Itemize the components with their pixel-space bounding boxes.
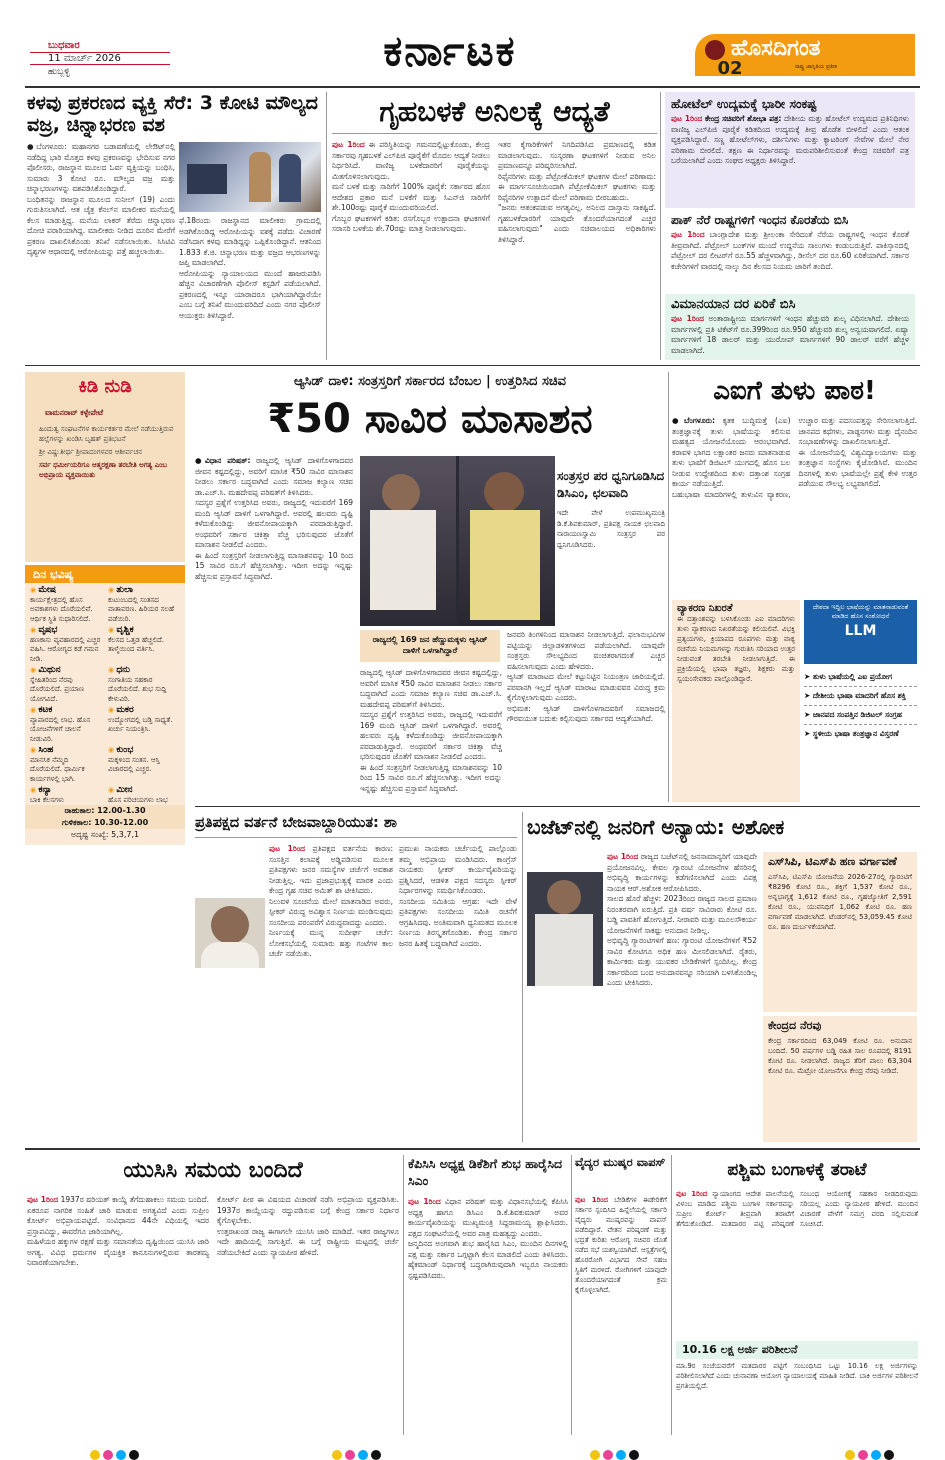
story-lpg-col2: ಇತರ ಕೈಗಾರಿಕೆಗಳಿಗೆ ನಿಗದಿಪಡಿಸಿದ ಪ್ರಮಾಣದಲ್ಲಿ ಕಡಿತ ಮಾಡಲಾಗುವುದು. ಸಂಸ್ಕರಣಾ ಘಟಕಗಳಿಗೆ ನೀಡುವ ಅನಿಲ ಪ್ರಮಾಣವನ್ನೂ ಪರಿಷ್ಕರಿಸಲಾಗಿದೆ. ರಿಫೈನರಿಗಳು ಮತ್ತು ಪೆಟ್ರೋಕೆಮಿಕಲ್ ಘಟಕಗಳ ಮೇಲೆ ಪರಿಣಾಮ: ಈ ಮಾರ್ಗಸೂಚಿಯಿಂದಾಗಿ ಪೆಟ್ರೋಕೆಮಿಕಲ್ ಘಟಕಗಳು ಮತ್ತು ರಿಫೈನರಿಗಳ ಉತ್ಪಾದನೆ ಮೇಲೆ ಪರಿಣಾಮ ಬೀರಬಹುದು. "ಜನರು ಆತಂಕಪಡುವ ಅಗತ್ಯವಿಲ್ಲ. ಅನಿಲದ ದಾಸ್ತಾನು ಸಾಕಷ್ಟಿದೆ. ಗೃಹಬಳಕೆದಾರರಿಗೆ ಯಾವುದೇ ತೊಂದರೆಯಾಗದಂತೆ ಎಚ್ಚರ ವಹಿಸಲಾಗುವುದು" ಎಂದು ಸಚಿವಾಲಯದ ಅಧಿಕಾರಿಗಳು ತಿಳಿಸಿದ್ದಾರೆ. <box>498 140 656 244</box>
tulu-grammar-body: ಈ ದತ್ತಾಂಶವನ್ನು ಬಳಸಿಕೊಂಡು ಎಐ ಮಾದರಿಗಳು ತುಳು ವ್ಯಾಕರಣದ ನಿಖರತೆಯನ್ನು ಕಲಿಯಲಿವೆ. ವಿಭಕ್ತಿ ಪ್ರತ್ಯಯಗಳು, ಕ್ರಿಯಾಪದ ರೂಪಗಳು ಮತ್ತು ವಾಕ್ಯ ರಚನೆಯ ನಿಯಮಗಳನ್ನು ಗುರುತಿಸಿ ಸರಿಯಾದ ಉತ್ತರ ನೀಡುವಂತೆ ತರಬೇತಿ ನೀಡಲಾಗುತ್ತಿದೆ. ಈ ಪ್ರಕ್ರಿಯೆಯಲ್ಲಿ ಭಾಷಾ ತಜ್ಞರು, ಶಿಕ್ಷಕರು ಮತ್ತು ಸ್ವಯಂಸೇವಕರು ಪಾಲ್ಗೊಂಡಿದ್ದಾರೆ. <box>677 615 795 683</box>
tulu-bullets <box>804 668 917 802</box>
tulu-bullet-text: ದೇಶೀಯ ಭಾಷಾ ಮಾದರಿಗೆ ಹೊಸ ಶಕ್ತಿ <box>812 691 906 700</box>
horoscope-sign <box>30 706 102 744</box>
story-budget-body <box>607 852 757 1142</box>
horoscope-sign <box>30 746 102 784</box>
city-label: ಹುಬ್ಬಳ್ಳಿ <box>48 67 70 77</box>
story-theft-photo <box>179 142 321 212</box>
zodiac-icon: ◉ <box>30 706 39 714</box>
story-theft-headline: ಕಳವು ಪ್ರಕರಣದ ವ್ಯಕ್ತಿ ಸೆರೆ: 3 ಕೋಟಿ ಮೌಲ್ಯದ ವಜ್ರ, ಚಿನ್ನಾಭರಣ ವಶ <box>27 92 318 136</box>
horoscope-sign-text: ಉದ್ಯೋಗದಲ್ಲಿ ಬಡ್ತಿ ಸಾಧ್ಯತೆ. ಖರ್ಚು ನಿಯಂತ್ರಿಸಿ. <box>108 715 173 733</box>
story-shah-dateline: ಪುಟ 1ರಿಂದ <box>269 844 306 853</box>
story-flight <box>665 294 915 360</box>
horoscope-sign-name: ಧನು <box>116 665 131 675</box>
story-acid <box>195 372 665 802</box>
horoscope-sign-text: ಕಾರ್ಯಕ್ಷೇತ್ರದಲ್ಲಿ ಹೊಸ ಅವಕಾಶಗಳು ದೊರೆಯಲಿವೆ. ಆರ್ಥಿಕ ಸ್ಥಿತಿ ಸುಧಾರಿಸಲಿದೆ. <box>30 595 93 623</box>
story-doctors-dateline: ಪುಟ 1ರಿಂದ <box>575 1196 608 1204</box>
tulu-bullet-text: ಸ್ಥಳೀಯ ಭಾಷಾ ತಂತ್ರಜ್ಞಾನ ವಿಸ್ತರಣೆ <box>812 729 899 738</box>
horoscope-sign-name: ಮಕರ <box>116 705 134 715</box>
tulu-bullet-text: ತುಳು ಭಾಷೆಯಲ್ಲಿ ಎಐ ಪ್ರಯೋಗ <box>812 672 893 681</box>
arrow-icon: ➤ <box>804 672 813 681</box>
horoscope-grid <box>25 583 185 805</box>
divider-h3 <box>25 1148 920 1150</box>
story-flight-dateline: ಪುಟ 1ರಿಂದ <box>671 314 705 323</box>
story-ucc-col2: ಕೋರ್ಟ್ ಪೀಠ ಈ ವಿಷಯದ ವಿಚಾರಣೆ ನಡೆಸಿ ಅಭಿಪ್ರಾಯ ವ್ಯಕ್ತಪಡಿಸಿತು. 1937ರ ಕಾಯ್ದೆಯನ್ನು ರದ್ದುಪಡಿಸುವ ಬಗ್ಗೆ ಕೇಂದ್ರ ಸರ್ಕಾರ ನಿರ್ಧಾರ ಕೈಗೊಳ್ಳಬೇಕು. ಉತ್ತರಾಖಂಡ ರಾಜ್ಯ ಈಗಾಗಲೇ ಯುಸಿಸಿ ಜಾರಿ ಮಾಡಿದೆ. ಇತರ ರಾಜ್ಯಗಳೂ ಇದೇ ಹಾದಿಯಲ್ಲಿ ಸಾಗುತ್ತಿವೆ. ಈ ಬಗ್ಗೆ ರಾಷ್ಟ್ರೀಯ ಮಟ್ಟದಲ್ಲಿ ಚರ್ಚೆ ನಡೆಯಬೇಕಿದೆ ಎಂದು ನ್ಯಾಯಪೀಠ ಹೇಳಿದೆ. <box>217 1195 399 1257</box>
horoscope-box <box>25 565 185 845</box>
lucky-number: ಅದೃಷ್ಟ ಸಂಖ್ಯೆ: 5,3,7,1 <box>70 830 140 839</box>
story-acid-col2: ಜನವರಿ ತಿಂಗಳಿನಿಂದ ಮಾಸಾಶನ ನೀಡಲಾಗುತ್ತಿದೆ. ಫಲಾನುಭವಿಗಳ ಪಟ್ಟಿಯನ್ನು ಜಿಲ್ಲಾಡಳಿತಗಳಿಂದ ಪಡೆಯಲಾಗಿದೆ. ಯಾವುದೇ ಸಂತ್ರಸ್ತರು ಸೌಲಭ್ಯದಿಂದ ವಂಚಿತರಾಗದಂತೆ ಎಚ್ಚರ ವಹಿಸಲಾಗುವುದು ಎಂದು ಹೇಳಿದರು. ಆ್ಯಸಿಡ್ ಮಾರಾಟದ ಮೇಲೆ ಕಟ್ಟುನಿಟ್ಟಿನ ನಿಯಂತ್ರಣ ಜಾರಿಯಲ್ಲಿದೆ. ಪರವಾನಗಿ ಇಲ್ಲದೆ ಆ್ಯಸಿಡ್ ಮಾರಾಟ ಮಾಡುವವರ ವಿರುದ್ಧ ಕ್ರಮ ಕೈಗೊಳ್ಳಲಾಗುವುದು ಎಂದರು. ಅಭಿಮತ: ಆ್ಯಸಿಡ್ ದಾಳಿಗೊಳಗಾದವರಿಗೆ ಸಮಾಜದಲ್ಲಿ ಗೌರವಯುತ ಬದುಕು ಕಲ್ಪಿಸುವುದು ಸರ್ಕಾರದ ಆದ್ಯತೆಯಾಗಿದೆ. <box>507 630 665 723</box>
story-tulu-body <box>672 416 917 596</box>
story-lpg-dateline: ಪುಟ 1ರಿಂದ <box>332 140 365 149</box>
tulu-bullet <box>804 725 917 743</box>
story-kpcc-headline: ಕೆಪಿಸಿಸಿ ಅಧ್ಯಕ್ಷ ಡಿಕೆಶಿಗೆ ಶುಭ ಹಾರೈಸಿದ ಸಿಎಂ <box>408 1156 563 1188</box>
arrow-icon: ➤ <box>804 710 813 719</box>
kiddi-item: ಸರ್ವ ಧರ್ಮೀಯರಿಗೂ ಆತ್ಮರಕ್ಷಣಾ ತರಬೇತಿ ಅಗತ್ಯ ಎಂಬ ಅಭಿಪ್ರಾಯ ವ್ಯಕ್ತವಾಯಿತು <box>39 461 167 479</box>
story-budget-text: ರಾಜ್ಯದ ಬಜೆಟ್‌ನಲ್ಲಿ ಜನಸಾಮಾನ್ಯರಿಗೆ ಯಾವುದೇ ಪ್ರಯೋಜನವಿಲ್ಲ. ಕೇವಲ ಗ್ಯಾರಂಟಿ ಯೋಜನೆಗಳ ಹೆಸರಿನಲ್ಲಿ ಅಭಿವೃದ್ಧಿ ಕಾರ್ಯಗಳನ್ನು ಕಡೆಗಣಿಸಲಾಗಿದೆ ಎಂದು ವಿಪಕ್ಷ ನಾಯಕ ಆರ್.ಅಶೋಕ ಆರೋಪಿಸಿದರು. ಸಾಲದ ಹೊರೆ ಹೆಚ್ಚಳ: 2023ರಿಂದ ರಾಜ್ಯದ ಸಾಲದ ಪ್ರಮಾಣ ನಿರಂತರವಾಗಿ ಏರುತ್ತಿದೆ. ಪ್ರತಿ ವರ್ಷ ಸಾವಿರಾರು ಕೋಟಿ ರೂ. ಬಡ್ಡಿ ಪಾವತಿಗೆ ಹೋಗುತ್ತಿದೆ. ನೀರಾವರಿ ಮತ್ತು ಮೂಲಸೌಕರ್ಯ ಯೋಜನೆಗಳಿಗೆ ಸಾಕಷ್ಟು ಅನುದಾನ ನೀಡಿಲ್ಲ. ಅಭಿವೃದ್ಧಿ ಗ್ಯಾರಂಟಿಗಳಿಗೆ ಹಣ: ಗ್ಯಾರಂಟಿ ಯೋಜನೆಗಳಿಗೆ ₹52 ಸಾವಿರ ಕೋಟಿಗೂ ಅಧಿಕ ಹಣ ಮೀಸಲಿಡಲಾಗಿದೆ. ರೈತರು, ಕಾರ್ಮಿಕರು ಮತ್ತು ಯುವಕರ ಬೇಡಿಕೆಗಳಿಗೆ ಸ್ಪಂದಿಸಿಲ್ಲ. ಕೇಂದ್ರ ಸರ್ಕಾರದಿಂದ ಬಂದ ಅನುದಾನವನ್ನೂ ಸರಿಯಾಗಿ ಬಳಸಿಕೊಂಡಿಲ್ಲ ಎಂದು ಟೀಕಿಸಿದರು. <box>607 852 757 987</box>
story-hotel-text: ದೇಶೀಯ ಮತ್ತು ಹೋಟೆಲ್ ಉದ್ಯಮದ ಪ್ರತಿನಿಧಿಗಳು ವಾಣಿಜ್ಯ ಎಲ್‌ಪಿಜಿ ಪೂರೈಕೆ ಕಡಿತದಿಂದ ಉದ್ಯಮಕ್ಕೆ ತೀವ್ರ ಹೊಡೆತ ಬೀಳಲಿದೆ ಎಂದು ಆತಂಕ ವ್ಯಕ್ತಪಡಿಸಿದ್ದಾರೆ. ಸಣ್ಣ ಹೋಟೆಲ್‌ಗಳು, ದರ್ಶಿನಿಗಳು ಮತ್ತು ಕ್ಯಾಟರಿಂಗ್ ಸೇವೆಗಳ ಮೇಲೆ ನೇರ ಪರಿಣಾಮ ಬೀರಲಿದೆ. ತಕ್ಷಣ ಈ ನಿರ್ಧಾರವನ್ನು ಮರುಪರಿಶೀಲಿಸುವಂತೆ ಕೇಂದ್ರ ಸಚಿವರಿಗೆ ಪತ್ರ ಬರೆಯಲಾಗಿದೆ ಎಂದು ಸಂಘದ ಅಧ್ಯಕ್ಷರು ತಿಳಿಸಿದ್ದಾರೆ. <box>671 114 909 165</box>
story-lpg-col1-text: ಈ ಪರಿಸ್ಥಿತಿಯನ್ನು ಗಮನದಲ್ಲಿಟ್ಟುಕೊಂಡು, ಕೇಂದ್ರ ಸರ್ಕಾರವು ಗೃಹಬಳಕೆ ಎಲ್‌ಪಿಜಿ ಪೂರೈಕೆಗೆ ಮೊದಲ ಆದ್ಯತೆ ನೀಡಲು ನಿರ್ಧರಿಸಿದೆ. ವಾಣಿಜ್ಯ ಬಳಕೆದಾರರಿಗೆ ಪೂರೈಕೆಯನ್ನು ಮಿತಗೊಳಿಸಲಾಗುವುದು. ಮನೆ ಬಳಕೆ ಮತ್ತು ಸಾರಿಗೆಗೆ 100% ಪೂರೈಕೆ: ಸರ್ಕಾರದ ಹೊಸ ಆದೇಶದ ಪ್ರಕಾರ ಮನೆ ಬಳಕೆಗೆ ಮತ್ತು ಸಿಎನ್‌ಜಿ ಸಾರಿಗೆಗೆ ಶೇ.100ರಷ್ಟು ಪೂರೈಕೆ ಮುಂದುವರಿಯಲಿದೆ. ಗೊಬ್ಬರ ಘಟಕಗಳಿಗೆ ಕಡಿತ: ರಸಗೊಬ್ಬರ ಉತ್ಪಾದನಾ ಘಟಕಗಳಿಗೆ ಸರಾಸರಿ ಬಳಕೆಯ ಶೇ.70ರಷ್ಟು ಮಾತ್ರ ನೀಡಲಾಗುವುದು. <box>332 140 490 233</box>
zodiac-icon: ◉ <box>108 626 117 634</box>
date-label: 11 ಮಾರ್ಚ್ 2026 <box>30 52 170 65</box>
story-pak-dateline: ಪುಟ 1ರಿಂದ <box>671 230 705 239</box>
story-doctors-text: ಬೇಡಿಕೆಗಳ ಈಡೇರಿಕೆಗೆ ಸರ್ಕಾರ ಸ್ಪಂದಿಸಿದ ಹಿನ್ನೆಲೆಯಲ್ಲಿ ಸರ್ಕಾರಿ ವೈದ್ಯರು ಮುಷ್ಕರವನ್ನು ವಾಪಸ್ ಪಡೆದಿದ್ದಾರೆ. ವೇತನ ಪರಿಷ್ಕರಣೆ ಮತ್ತು ಭದ್ರತೆ ಕುರಿತು ಆರೋಗ್ಯ ಸಚಿವರ ಜೊತೆ ನಡೆದ ಸಭೆ ಯಶಸ್ವಿಯಾಗಿದೆ. ಆಸ್ಪತ್ರೆಗಳಲ್ಲಿ ಹೊರರೋಗಿ ವಿಭಾಗದ ಸೇವೆ ಸಹಜ ಸ್ಥಿತಿಗೆ ಮರಳಿದೆ. ರೋಗಿಗಳಿಗೆ ಯಾವುದೇ ತೊಂದರೆಯಾಗದಂತೆ ಕ್ರಮ ಕೈಗೊಳ್ಳಲಾಗಿದೆ. <box>575 1196 667 1294</box>
tulu-grammar <box>672 600 800 802</box>
horoscope-sign-text: ಬಾಕಿ ಕೆಲಸಗಳು <box>30 795 65 804</box>
story-pak-headline: ಪಾಕ್ ನೆರೆ ರಾಷ್ಟ್ರಗಳಿಗೆ ಇಂಧನ ಕೊರತೆಯ ಬಿಸಿ <box>671 213 849 227</box>
budget-side-scp <box>763 852 917 1012</box>
horoscope-sign-name: ವೃಷಭ <box>38 625 58 635</box>
story-tulu-headline: ಎಐಗೆ ತುಳು ಪಾಠ! <box>713 376 876 406</box>
tulu-bullet <box>804 668 917 687</box>
story-hotel-dateline: ಪುಟ 1ರಿಂದ <box>671 114 703 123</box>
story-kpcc-text: ವಿಧಾನ ಪರಿಷತ್ ಮತ್ತು ವಿಧಾನಸಭೆಯಲ್ಲಿ ಕೆಪಿಸಿಸಿ ಅಧ್ಯಕ್ಷ ಹಾಗೂ ಡಿಸಿಎಂ ಡಿ.ಕೆ.ಶಿವಕುಮಾರ್ ಅವರ ಕಾರ್ಯವೈಖರಿಯನ್ನು ಮುಖ್ಯಮಂತ್ರಿ ಸಿದ್ದರಾಮಯ್ಯ ಶ್ಲಾಘಿಸಿದರು. ಪಕ್ಷದ ಸಂಘಟನೆಯಲ್ಲಿ ಅವರ ಪಾತ್ರ ಮಹತ್ವದ್ದು ಎಂದರು. ಜನ್ಮದಿನದ ಅಂಗವಾಗಿ ಶುಭ ಹಾರೈಸಿದ ಸಿಎಂ, ಮುಂದಿನ ದಿನಗಳಲ್ಲಿ ಪಕ್ಷ ಮತ್ತು ಸರ್ಕಾರ ಒಗ್ಗಟ್ಟಾಗಿ ಕೆಲಸ ಮಾಡಲಿದೆ ಎಂದು ತಿಳಿಸಿದರು. ಹೈಕಮಾಂಡ್ ನಿರ್ಧಾರಕ್ಕೆ ಬದ್ಧರಾಗಿರುವುದಾಗಿ ಇಬ್ಬರೂ ನಾಯಕರು ಸ್ಪಷ್ಟಪಡಿಸಿದರು. <box>408 1197 568 1280</box>
divider-v4 <box>522 812 523 1142</box>
masthead <box>0 0 945 82</box>
story-budget-dateline: ಪುಟ 1ರಿಂದ <box>607 852 639 861</box>
story-theft <box>27 92 322 360</box>
budget-side-centre-title: ಕೇಂದ್ರದ ನೆರವು <box>768 1019 822 1032</box>
kiddi-nudi-box <box>25 372 185 562</box>
zodiac-icon: ◉ <box>108 586 117 594</box>
story-pak-body <box>671 230 909 292</box>
story-budget <box>527 812 917 1142</box>
story-budget-photo <box>527 872 603 986</box>
horoscope-sign <box>30 626 102 664</box>
horoscope-title: ದಿನ ಭವಿಷ್ಯ <box>25 565 185 583</box>
tulu-bullet-text: ಜಾನಪದ ಸಂಪತ್ತಿನ ಡಿಜಿಟಲ್ ಸಂಗ್ರಹ <box>812 710 902 719</box>
story-theft-col1: ●ಬೆಂಗಳೂರು: ಮಹಾನಗರ ಬಡಾವಣೆಯಲ್ಲಿ ಲೇಔಟ್‌ನಲ್ಲಿ ನಡೆದಿದ್ದ ಭಾರಿ ಮೊತ್ತದ ಕಳವು ಪ್ರಕರಣವನ್ನು ಭೇದಿಸುವ ನಗರ ಪೊಲೀಸರು, ರಾಜಸ್ಥಾನ ಮೂಲದ ಓರ್ವ ವ್ಯಕ್ತಿಯನ್ನು ಬಂಧಿಸಿ, ಸುಮಾರು 3 ಕೋಟಿ ರೂ. ಮೌಲ್ಯದ ವಜ್ರ ಮತ್ತು ಚಿನ್ನಾಭರಣಗಳನ್ನು ವಶಪಡಿಸಿಕೊಂಡಿದ್ದಾರೆ. ಬಂಧಿತನನ್ನು ರಾಜಸ್ಥಾನ ಮೂಲದ ಸುನೀಲ್ (19) ಎಂದು ಗುರುತಿಸಲಾಗಿದೆ. ಆತ ಚೈತ್ರ ಕೆನಲ್‌ನ ಮಾಲೀಕರ ಮನೆಯಲ್ಲಿ ಕೆಲಸ ಮಾಡುತ್ತಿದ್ದ. ಮನೆಯ ಲಾಕರ್ ತೆರೆದು ಚಿನ್ನಾಭರಣ ದೋಚಿ ಪರಾರಿಯಾಗಿದ್ದ. ಮಾಲೀಕರು ನೀಡಿದ ದೂರಿನ ಮೇರೆಗೆ ಪ್ರಕರಣ ದಾಖಲಿಸಿಕೊಂಡು ತನಿಖೆ ನಡೆಸಲಾಯಿತು. ಸಿಸಿಟಿವಿ ದೃಶ್ಯಗಳ ಆಧಾರದಲ್ಲಿ ಆರೋಪಿಯನ್ನು ಪತ್ತೆ ಹಚ್ಚಲಾಯಿತು. <box>27 142 175 256</box>
horoscope-sign-text: ಮಕ್ಕಳಿಂದ ಸಂತಸ. ಆಸ್ತಿ ವಿಚಾರದಲ್ಲಿ ಎಚ್ಚರ. <box>108 755 160 773</box>
story-ucc-headline: ಯುಸಿಸಿ ಸಮಯ ಬಂದಿದೆ <box>123 1158 303 1183</box>
zodiac-icon: ◉ <box>30 666 39 674</box>
tulu-bullet <box>804 706 917 725</box>
story-acid-dateline: ●ವಿಧಾನ ಪರಿಷತ್: <box>195 456 251 465</box>
brand-name: ಹೊಸದಿಗಂತ <box>731 36 821 61</box>
horoscope-sign <box>108 626 180 664</box>
tulu-box-llm: LLM <box>844 623 877 639</box>
horoscope-sign-text: ಹಣಕಾಸು ವ್ಯವಹಾರದಲ್ಲಿ ಎಚ್ಚರ ವಹಿಸಿ. ಆರೋಗ್ಯದ ಕಡೆ ಗಮನ ನೀಡಿ. <box>30 635 101 663</box>
horoscope-sign-text: ಹೊಸ ಪರಿಚಯಗಳು ಲಾಭ <box>108 795 168 804</box>
horoscope-sign-name: ಮಿಥುನ <box>38 665 61 675</box>
kiddi-title: ಕಿಡಿ ನುಡಿ <box>78 376 132 397</box>
horoscope-sign-name: ಕನ್ಯಾ <box>38 785 52 795</box>
zodiac-icon: ◉ <box>108 666 117 674</box>
horoscope-sign <box>108 746 180 784</box>
story-shah-col2: ಪ್ರಮುಖ ನಾಯಕರು ಚರ್ಚೆಯಲ್ಲಿ ಪಾಲ್ಗೊಂಡು ತಮ್ಮ ಅಭಿಪ್ರಾಯ ಮಂಡಿಸಿದರು. ಕಾಂಗ್ರೆಸ್ ನಾಯಕರು ಸ್ಪೀಕರ್ ಕಾರ್ಯವೈಖರಿಯನ್ನು ಪ್ರಶ್ನಿಸಿದರೆ, ಆಡಳಿತ ಪಕ್ಷದ ಸದಸ್ಯರು ಸ್ಪೀಕರ್ ನಿರ್ಧಾರಗಳನ್ನು ಸಮರ್ಥಿಸಿಕೊಂಡರು. ಸಂಸದೀಯ ಸಮಿತಿಯ ಆಗ್ರಹ: ಇದೇ ವೇಳೆ ಪ್ರತಿಪಕ್ಷಗಳು ಸಂಸದೀಯ ಸಮಿತಿ ರಚನೆಗೆ ಆಗ್ರಹಿಸಿದವು. ಅಂತಿಮವಾಗಿ ಧ್ವನಿಮತದ ಮೂಲಕ ನಿರ್ಣಯ ತಿರಸ್ಕೃತಗೊಂಡಿತು. ಕೇಂದ್ರ ಸರ್ಕಾರ ಜನರ ಹಿತಕ್ಕೆ ಬದ್ಧವಾಗಿದೆ ಎಂದರು. <box>399 844 517 948</box>
section-title: ಕರ್ನಾಟಕ <box>383 26 517 75</box>
story-lpg-col1 <box>332 140 490 360</box>
zodiac-icon: ◉ <box>108 786 117 794</box>
story-ucc <box>27 1155 399 1435</box>
horoscope-sign <box>108 586 180 624</box>
zodiac-icon: ◉ <box>30 746 39 754</box>
kiddi-author: ವಾಮನರಾವ್ ಕಳ್ಳೇಪೇಟೆ <box>45 408 104 417</box>
story-acid-caption-sub: ಇದೇ ವೇಳೆ ಉಪಮುಖ್ಯಮಂತ್ರಿ ಡಿ.ಕೆ.ಶಿವಕುಮಾರ್, ಪ್ರತಿಪಕ್ಷ ನಾಯಕ ಛಲವಾದಿ ನಾರಾಯಣಸ್ವಾಮಿ ಸಂತ್ರಸ್ತರ ಪರ ಧ್ವನಿಗೂಡಿಸಿದರು. <box>557 509 665 549</box>
divider-v3 <box>668 372 669 802</box>
story-acid-col1 <box>195 456 353 802</box>
horoscope-sign <box>108 706 180 744</box>
horoscope-sign-name: ಮೇಷ <box>38 585 56 595</box>
story-hotel-body <box>671 114 909 206</box>
masthead-rule <box>25 86 920 88</box>
day-label: ಬುಧವಾರ <box>48 40 80 51</box>
horoscope-sign-name: ಕಟಕ <box>38 705 53 715</box>
story-lpg-headline: ಗೃಹಬಳಕೆ ಅನಿಲಕ್ಕೆ ಆದ್ಯತೆ <box>332 92 657 134</box>
brand-tagline: ರಾಷ್ಟ್ರ ಜಾಗೃತಿಯ ಪ್ರತೀಕ <box>795 64 837 70</box>
horoscope-sign-name: ಕುಂಭ <box>116 745 134 755</box>
horoscope-sign-name: ಮೀನ <box>116 785 133 795</box>
story-budget-headline: ಬಜೆಟ್‌ನಲ್ಲಿ ಜನರಿಗೆ ಅನ್ಯಾಯ: ಅಶೋಕ <box>527 815 785 839</box>
story-shah <box>195 812 517 1142</box>
story-bengal-sub: 10.16 ಲಕ್ಷ ಅರ್ಜಿ ಪರಿಶೀಲನೆ <box>676 1341 918 1359</box>
story-theft-col2: ಫೆ.18ರಂದು ರಾಜಸ್ಥಾನದ ಮಾಲೀಕರು ಗ್ರಾಮದಲ್ಲಿ ಅಡಗಿಕೊಂಡಿದ್ದ ಆರೋಪಿಯನ್ನು ವಶಕ್ಕೆ ಪಡೆದು ವಿಚಾರಣೆ ನಡೆಸಿದಾಗ ಕಳವು ಮಾಡಿದ್ದನ್ನು ಒಪ್ಪಿಕೊಂಡಿದ್ದಾನೆ. ಆತನಿಂದ 1.833 ಕೆ.ಜಿ. ಚಿನ್ನಾಭರಣ ಮತ್ತು ವಜ್ರದ ಆಭರಣಗಳನ್ನು ಜಪ್ತಿ ಮಾಡಲಾಗಿದೆ. ಆರೋಪಿಯನ್ನು ನ್ಯಾಯಾಲಯದ ಮುಂದೆ ಹಾಜರುಪಡಿಸಿ ಹೆಚ್ಚಿನ ವಿಚಾರಣೆಗಾಗಿ ಪೊಲೀಸ್ ಕಸ್ಟಡಿಗೆ ಪಡೆಯಲಾಗಿದೆ. ಪ್ರಕರಣದಲ್ಲಿ ಇನ್ನೂ ಯಾರಾದರೂ ಭಾಗಿಯಾಗಿದ್ದಾರೆಯೇ ಎಂಬ ಬಗ್ಗೆ ತನಿಖೆ ಮುಂದುವರಿದಿದೆ ಎಂದು ನಗರ ಪೊಲೀಸ್ ಆಯುಕ್ತರು ತಿಳಿಸಿದ್ದಾರೆ. <box>179 216 321 320</box>
story-acid-caption-title: ಸಂತ್ರಸ್ತರ ಪರ ಧ್ವನಿಗೂಡಿಸಿದ ಡಿಸಿಎಂ, ಛಲವಾದಿ <box>557 469 665 500</box>
story-flight-text: ಅಂತಾರಾಷ್ಟ್ರೀಯ ಮಾರ್ಗಗಳಿಗೆ ಇಂಧನ ಹೆಚ್ಚುವರಿ ಶುಲ್ಕ ವಿಧಿಸಲಾಗಿದೆ. ದೇಶೀಯ ಮಾರ್ಗಗಳಲ್ಲಿ ಪ್ರತಿ ಟಿಕೆಟ್‌ಗೆ ರೂ.399ರಿಂದ ರೂ.950 ಹೆಚ್ಚುವರಿ ಶುಲ್ಕ ಅನ್ವಯವಾಗಲಿದೆ. ಏಷ್ಯಾ ಮಾರ್ಗಗಳಿಗೆ 18 ಡಾಲರ್ ಮತ್ತು ಯುರೋಪ್ ಮಾರ್ಗಗಳಿಗೆ 90 ಡಾಲರ್ ವರೆಗೆ ಹೆಚ್ಚಳ ಮಾಡಲಾಗಿದೆ. <box>671 314 910 355</box>
story-hotel-sub: ಕೇಂದ್ರ ಸಚಿವರಿಗೆ ಶೋಭಾ ಪತ್ರ: <box>704 114 782 123</box>
horoscope-sign-text: ವ್ಯಾಪಾರದಲ್ಲಿ ಲಾಭ. ಹೊಸ ಯೋಜನೆಗಳಿಗೆ ಚಾಲನೆ ನೀಡುವಿರಿ. <box>30 715 91 743</box>
story-tulu <box>672 372 917 802</box>
divider-h2 <box>195 806 920 807</box>
story-hotel <box>665 92 915 208</box>
budget-side-scp-body: ಎಸ್‌ಸಿಪಿ, ಟಿಎಸ್‌ಪಿ ಯೋಜನೆಯ 2026-27ರಲ್ಲಿ ಗ್ಯಾರಂಟಿಗೆ ₹8296 ಕೋಟಿ ರೂ., ಶಕ್ತಿಗೆ 1,537 ಕೋಟಿ ರೂ., ಅನ್ನಭಾಗ್ಯಕ್ಕೆ 1,612 ಕೋಟಿ ರೂ., ಗೃಹಜ್ಯೋತಿಗೆ 2,591 ಕೋಟಿ ರೂ., ಯುವನಿಧಿಗೆ 1,062 ಕೋಟಿ ರೂ. ಹಣ ವರ್ಗಾವಣೆ ಮಾಡಲಾಗಿದೆ. ಟೆಂಡರ್‌ನಲ್ಲಿ 53,059.45 ಕೋಟಿ ರೂ. ಹಣ ದುರ್ಬಳಕೆಯಾಗಿದೆ. <box>768 873 912 931</box>
zodiac-icon: ◉ <box>30 626 39 634</box>
tulu-box-title: ದೇಶದಾ ಇದ್ದಿಲ ಭಾಷೆಯನ್ನು ಮಾತನಾಡುವಂತೆ ಮಾಡಿದ ಹೊಸ ಸಂಶೋಧನೆ <box>812 603 909 620</box>
story-acid-highlight: ರಾಜ್ಯದಲ್ಲಿ 169 ಜನ ಹೆಣ್ಣುಮಕ್ಕಳು ಆ್ಯಸಿಡ್ ದಾಳಿಗೆ ಒಳಗಾಗಿದ್ದಾರೆ <box>360 630 500 662</box>
horoscope-sign-name: ತುಲಾ <box>116 585 133 595</box>
story-acid-col1-text: ರಾಜ್ಯದಲ್ಲಿ ಆ್ಯಸಿಡ್ ದಾಳಿಗೊಳಗಾದವರ ಜೀವನ ಕಷ್ಟದಲ್ಲಿದ್ದು, ಅವರಿಗೆ ಮಾಸಿಕ ₹50 ಸಾವಿರ ಮಾಸಾಶನ ನೀಡಲು ಸರ್ಕಾರ ಬದ್ಧವಾಗಿದೆ ಎಂದು ಸಮಾಜ ಕಲ್ಯಾಣ ಸಚಿವ ಡಾ.ಎಚ್.ಸಿ. ಮಹದೇವಪ್ಪ ಪರಿಷತ್‌ಗೆ ತಿಳಿಸಿದರು. ಸದಸ್ಯರ ಪ್ರಶ್ನೆಗೆ ಉತ್ತರಿಸಿದ ಅವರು, ರಾಜ್ಯದಲ್ಲಿ ಇದುವರೆಗೆ 169 ಮಂದಿ ಆ್ಯಸಿಡ್ ದಾಳಿಗೆ ಒಳಗಾಗಿದ್ದಾರೆ. ಅವರಲ್ಲಿ ಹಲವರು ದೃಷ್ಟಿ ಕಳೆದುಕೊಂಡಿದ್ದು ಜೀವನೋಪಾಯಕ್ಕಾಗಿ ಪರದಾಡುತ್ತಿದ್ದಾರೆ. ಅಂಥವರಿಗೆ ಸರ್ಕಾರ ಚಿಕಿತ್ಸಾ ವೆಚ್ಚ ಭರಿಸುವುದರ ಜೊತೆಗೆ ಮಾಸಾಶನ ನೀಡಲಿದೆ ಎಂದರು. ಈ ಹಿಂದೆ ಸಂತ್ರಸ್ತರಿಗೆ ನೀಡಲಾಗುತ್ತಿದ್ದ ಮಾಸಾಶನವನ್ನು 10 ರಿಂದ 15 ಸಾವಿರ ರೂ.ಗೆ ಹೆಚ್ಚಿಸಲಾಗಿತ್ತು. ಇದೀಗ ಅದನ್ನು ಇನ್ನಷ್ಟು ಹೆಚ್ಚಿಸುವ ಪ್ರಸ್ತಾವನೆ ಸಿದ್ಧವಾಗಿದೆ. <box>195 456 353 581</box>
zodiac-icon: ◉ <box>30 786 39 794</box>
budget-side-centre-body: ಕೇಂದ್ರ ಸರ್ಕಾರದಿಂದ 63,049 ಕೋಟಿ ರೂ. ಅನುದಾನ ಬಂದಿದೆ. 50 ವರ್ಷಗಳ ಬಡ್ಡಿ ರಹಿತ ಸಾಲ ರೂಪದಲ್ಲಿ 8191 ಕೋಟಿ ರೂ. ನೀಡಲಾಗಿದೆ. ರಾಜ್ಯದ ತೆರಿಗೆ ಪಾಲು 63,304 ಕೋಟಿ ರೂ. ಮೆಟ್ರೋ ಯೋಜನೆಗೂ ಕೇಂದ್ರ ನೆರವು ನೀಡಿದೆ. <box>768 1037 912 1075</box>
divider-v6 <box>571 1155 572 1435</box>
registration-marks <box>0 1440 945 1460</box>
divider-v7 <box>671 1155 672 1435</box>
story-shah-headline: ಪ್ರತಿಪಕ್ಷದ ವರ್ತನೆ ಬೇಜವಾಬ್ದಾರಿಯುತ: ಶಾ <box>195 812 517 838</box>
story-shah-photo <box>195 898 265 968</box>
kiddi-list <box>31 424 179 480</box>
horoscope-sign-text: ಕುಟುಂಬದಲ್ಲಿ ಸಂತಸದ ವಾತಾವರಣ. ಹಿರಿಯರ ಸಲಹೆ ಪಡೆಯಿರಿ. <box>108 595 175 623</box>
divider-h1 <box>25 365 920 366</box>
story-kpcc <box>408 1155 568 1435</box>
page-number: 02 <box>717 58 743 79</box>
arrow-icon: ➤ <box>804 729 813 738</box>
story-pak <box>665 210 915 292</box>
story-ucc-dateline: ಪುಟ 1ರಿಂದ <box>27 1195 59 1204</box>
story-bengal-text: ನ್ಯಾಯಾಂಗದ ಆದೇಶ ಪಾಲನೆಯಲ್ಲಿ ವಿಳಂಬ ಮಾಡಿದ ಪಶ್ಚಿಮ ಬಂಗಾಳ ಸರ್ಕಾರವನ್ನು ಸುಪ್ರೀಂ ಕೋರ್ಟ್ ತೀವ್ರವಾಗಿ ತರಾಟೆಗೆ ತೆಗೆದುಕೊಂಡಿದೆ. ಮತದಾರರ ಪಟ್ಟಿ ಪರಿಷ್ಕರಣೆ ಸಂಬಂಧ ಆಯೋಗಕ್ಕೆ ಸಹಕಾರ ನೀಡದಿರುವುದು ಸರಿಯಲ್ಲ ಎಂದು ನ್ಯಾಯಪೀಠ ಹೇಳಿದೆ. ಮುಂದಿನ ವಿಚಾರಣೆ ವೇಳೆಗೆ ಸಮಗ್ರ ವರದಿ ಸಲ್ಲಿಸುವಂತೆ ಸೂಚಿಸಿದೆ. <box>676 1190 918 1228</box>
story-kpcc-body <box>408 1197 568 1435</box>
story-shah-col1 <box>269 844 393 1142</box>
horoscope-sign <box>108 666 180 704</box>
horoscope-sign <box>30 786 102 805</box>
story-acid-headline: ₹50 ಸಾವಿರ ಮಾಸಾಶನ <box>267 396 593 442</box>
tulu-grammar-title: ವ್ಯಾಕರಣ ನಿಖರತೆ <box>677 603 733 614</box>
zodiac-icon: ◉ <box>30 586 39 594</box>
arrow-icon: ➤ <box>804 691 813 700</box>
horoscope-sign-text: ಮಾನಸಿಕ ನೆಮ್ಮದಿ ದೊರೆಯಲಿದೆ. ಧಾರ್ಮಿಕ ಕಾರ್ಯಗಳಲ್ಲಿ ಭಾಗಿ. <box>30 755 85 783</box>
story-bengal-dateline: ಪುಟ 1ರಿಂದ <box>676 1190 708 1198</box>
story-flight-headline: ವಿಮಾನಯಾನ ದರ ಏರಿಕೆ ಬಿಸಿ <box>671 297 796 312</box>
kiddi-item: ಹಿಂದುತ್ವ ಸಂಘಟನೆಗಳ ಕಾರ್ಯಕರ್ತರ ಮೇಲೆ ನಡೆಯುತ್ತಿರುವ ಹಲ್ಲೆಗಳನ್ನು ಖಂಡಿಸಿ ಬೃಹತ್ ಪ್ರತಿಭಟನೆ <box>39 425 174 443</box>
horoscope-sign <box>30 666 102 704</box>
story-acid-photo <box>360 456 555 626</box>
kiddi-item: ಶ್ರೀ ವಿಷ್ಣುತೀರ್ಥ ಶ್ರೀಪಾದಂಗಳವರ ಆಶೀರ್ವಚನ <box>39 448 142 456</box>
story-bengal-sub-body: ಮಾ.9ರ ಸಂಜೆಯವರೆಗೆ ಮತದಾರರ ಪಟ್ಟಿಗೆ ಸಂಬಂಧಿಸಿದ ಒಟ್ಟು 10.16 ಲಕ್ಷ ಅರ್ಜಿಗಳನ್ನು ಪರಿಶೀಲಿಸಲಾಗಿದೆ ಎಂದು ಚುನಾವಣಾ ಆಯೋಗ ನ್ಯಾಯಾಲಯಕ್ಕೆ ಮಾಹಿತಿ ನೀಡಿದೆ. ಬಾಕಿ ಅರ್ಜಿಗಳ ಪರಿಶೀಲನೆ ಪ್ರಗತಿಯಲ್ಲಿದೆ. <box>676 1362 918 1390</box>
budget-side-scp-title: ಎಸ್‌ಸಿಪಿ, ಟಿಎಸ್‌ಪಿ ಹಣ ವರ್ಗಾವಣೆ <box>768 855 897 868</box>
brand-logo-icon <box>705 40 725 60</box>
story-acid-kicker: ಆ್ಯಸಿಡ್ ದಾಳಿ: ಸಂತ್ರಸ್ತರಿಗೆ ಸರ್ಕಾರದ ಬೆಂಬಲ | ಉತ್ತರಿಸಿದ ಸಚಿವ <box>294 374 566 389</box>
rahu-kala: ರಾಹುಕಾಲ: 12.00-1.30 <box>25 805 185 817</box>
story-pak-text: ಬಾಂಗ್ಲಾದೇಶ ಮತ್ತು ಶ್ರೀಲಂಕಾ ಸೇರಿದಂತೆ ನೆರೆಯ ರಾಷ್ಟ್ರಗಳಲ್ಲಿ ಇಂಧನ ಕೊರತೆ ತೀವ್ರವಾಗಿದೆ. ಪೆಟ್ರೋಲ್ ಬಂಕ್‌ಗಳ ಮುಂದೆ ಉದ್ದನೆಯ ಸಾಲುಗಳು ಕಂಡುಬರುತ್ತಿವೆ. ಪಾಕಿಸ್ತಾನದಲ್ಲಿ ಪೆಟ್ರೋಲ್ ದರ ಲೀಟರ್‌ಗೆ ರೂ.55 ಹೆಚ್ಚಳವಾಗಿದ್ದು, ಡೀಸೆಲ್ ದರ ರೂ.60 ಏರಿಕೆಯಾಗಿದೆ. ಸರ್ಕಾರ ಕಚೇರಿಗಳಿಗೆ ವಾರದಲ್ಲಿ ನಾಲ್ಕು ದಿನ ಕೆಲಸದ ನಿಯಮ ಜಾರಿಗೆ ತಂದಿದೆ. <box>671 230 909 271</box>
guli-kala: ಗುಳಿಕಕಾಲ: 10.30-12.00 <box>25 817 185 829</box>
horoscope-sign-text: ಸಂಗಾತಿಯ ಸಹಕಾರ ದೊರೆಯಲಿದೆ. ಶುಭ ಸುದ್ದಿ ಕೇಳುವಿರಿ. <box>108 675 167 703</box>
horoscope-sign <box>30 586 102 624</box>
story-flight-body <box>671 314 909 358</box>
budget-side-centre <box>763 1016 917 1142</box>
date-block <box>30 40 170 80</box>
divider-v5 <box>403 1155 404 1435</box>
story-tulu-text: ಕೃತಕ ಬುದ್ಧಿಮತ್ತೆ (ಎಐ) ತಂತ್ರಜ್ಞಾನಕ್ಕೆ ತುಳು ಭಾಷೆಯನ್ನು ಕಲಿಸುವ ಮಹತ್ವದ ಯೋಜನೆಯೊಂದು ಆರಂಭವಾಗಿದೆ. ಕರಾವಳಿ ಭಾಗದ ಲಕ್ಷಾಂತರ ಜನರು ಮಾತನಾಡುವ ತುಳು ಭಾಷೆಗೆ ಡಿಜಿಟಲ್ ಯುಗದಲ್ಲಿ ಹೊಸ ಬಲ ನೀಡುವ ಉದ್ದೇಶದಿಂದ ತುಳು ದತ್ತಾಂಶ ಸಂಗ್ರಹ ಕಾರ್ಯ ನಡೆಯುತ್ತಿದೆ. ಬಹುಭಾಷಾ ಮಾದರಿಗಳಲ್ಲಿ ತುಳುವಿನ ವ್ಯಾಕರಣ, ಉಚ್ಚಾರ ಮತ್ತು ಪದಸಂಪತ್ತನ್ನು ಸೇರಿಸಲಾಗುತ್ತಿದೆ. ಜಾನಪದ ಕಥೆಗಳು, ಪಾಡ್ದನಗಳು ಮತ್ತು ದೈನಂದಿನ ಸಂಭಾಷಣೆಗಳನ್ನು ದಾಖಲಿಸಲಾಗುತ್ತಿದೆ. ಈ ಯೋಜನೆಯಲ್ಲಿ ವಿಶ್ವವಿದ್ಯಾಲಯಗಳು ಮತ್ತು ತಂತ್ರಜ್ಞಾನ ಸಂಸ್ಥೆಗಳು ಕೈಜೋಡಿಸಿವೆ. ಮುಂದಿನ ದಿನಗಳಲ್ಲಿ ತುಳು ಭಾಷೆಯಲ್ಲೇ ಪ್ರಶ್ನೆ ಕೇಳಿ ಉತ್ತರ ಪಡೆಯುವ ಸೌಲಭ್ಯ ಲಭ್ಯವಾಗಲಿದೆ. <box>672 416 917 499</box>
story-doctors-headline: ವೈದ್ಯರ ಮುಷ್ಕರ ವಾಪಸ್ <box>575 1155 666 1169</box>
story-ucc-col1 <box>27 1195 209 1435</box>
story-acid-col3: ರಾಜ್ಯದಲ್ಲಿ ಆ್ಯಸಿಡ್ ದಾಳಿಗೊಳಗಾದವರ ಜೀವನ ಕಷ್ಟದಲ್ಲಿದ್ದು, ಅವರಿಗೆ ಮಾಸಿಕ ₹50 ಸಾವಿರ ಮಾಸಾಶನ ನೀಡಲು ಸರ್ಕಾರ ಬದ್ಧವಾಗಿದೆ ಎಂದು ಸಮಾಜ ಕಲ್ಯಾಣ ಸಚಿವ ಡಾ.ಎಚ್.ಸಿ. ಮಹದೇವಪ್ಪ ಪರಿಷತ್‌ಗೆ ತಿಳಿಸಿದರು. ಸದಸ್ಯರ ಪ್ರಶ್ನೆಗೆ ಉತ್ತರಿಸಿದ ಅವರು, ರಾಜ್ಯದಲ್ಲಿ ಇದುವರೆಗೆ 169 ಮಂದಿ ಆ್ಯಸಿಡ್ ದಾಳಿಗೆ ಒಳಗಾಗಿದ್ದಾರೆ. ಅವರಲ್ಲಿ ಹಲವರು ದೃಷ್ಟಿ ಕಳೆದುಕೊಂಡಿದ್ದು ಜೀವನೋಪಾಯಕ್ಕಾಗಿ ಪರದಾಡುತ್ತಿದ್ದಾರೆ. ಅಂಥವರಿಗೆ ಸರ್ಕಾರ ಚಿಕಿತ್ಸಾ ವೆಚ್ಚ ಭರಿಸುವುದರ ಜೊತೆಗೆ ಮಾಸಾಶನ ನೀಡಲಿದೆ ಎಂದರು. ಈ ಹಿಂದೆ ಸಂತ್ರಸ್ತರಿಗೆ ನೀಡಲಾಗುತ್ತಿದ್ದ ಮಾಸಾಶನವನ್ನು 10 ರಿಂದ 15 ಸಾವಿರ ರೂ.ಗೆ ಹೆಚ್ಚಿಸಲಾಗಿತ್ತು. ಇದೀಗ ಅದನ್ನು ಇನ್ನಷ್ಟು ಹೆಚ್ಚಿಸುವ ಪ್ರಸ್ತಾವನೆ ಸಿದ್ಧವಾಗಿದೆ. <box>360 668 502 793</box>
story-tulu-dateline: ●ಬೆಂಗಳೂರು: <box>672 416 715 425</box>
tulu-bullet <box>804 687 917 706</box>
story-kpcc-dateline: ಪುಟ 1ರಿಂದ <box>408 1197 441 1206</box>
horoscope-sign <box>108 786 180 805</box>
story-doctors <box>575 1155 667 1435</box>
horoscope-sign-name: ವೃಶ್ಚಿಕ <box>116 625 134 635</box>
tulu-llm-box <box>804 600 917 664</box>
story-ucc-col1-text: 1937ರ ಷರಿಯತ್ ಕಾಯ್ದೆ ತೆಗೆದುಹಾಕಲು ಸಮಯ ಬಂದಿದೆ. ಏಕರೂಪ ನಾಗರಿಕ ಸಂಹಿತೆ ಜಾರಿ ಮಾಡುವ ಅಗತ್ಯವಿದೆ ಎಂದು ಸುಪ್ರೀಂ ಕೋರ್ಟ್ ಅಭಿಪ್ರಾಯಪಟ್ಟಿದೆ. ಸಂವಿಧಾನದ 44ನೇ ವಿಧಿಯಲ್ಲಿ ಇದರ ಪ್ರಸ್ತಾಪವಿದ್ದು, ಈವರೆಗೂ ಜಾರಿಯಾಗಿಲ್ಲ. ಮಹಿಳೆಯರ ಹಕ್ಕುಗಳ ರಕ್ಷಣೆ ಮತ್ತು ಸಮಾನತೆಯ ದೃಷ್ಟಿಯಿಂದ ಯುಸಿಸಿ ಜಾರಿ ಅಗತ್ಯ. ವಿವಿಧ ಧರ್ಮಗಳ ವೈಯಕ್ತಿಕ ಕಾನೂನುಗಳಲ್ಲಿರುವ ತಾರತಮ್ಯ ನಿವಾರಣೆಯಾಗಬೇಕು. <box>27 1195 209 1267</box>
zodiac-icon: ◉ <box>108 706 117 714</box>
divider-v2 <box>660 92 661 360</box>
story-doctors-body <box>575 1195 667 1435</box>
horoscope-sign-text: ಸ್ನೇಹಿತರಿಂದ ನೆರವು ದೊರೆಯಲಿದೆ. ಪ್ರಯಾಣ ಯೋಗವಿದೆ. <box>30 675 84 703</box>
story-lpg <box>332 92 657 360</box>
divider-v1 <box>326 92 327 360</box>
story-bengal <box>676 1155 918 1435</box>
horoscope-sign-text: ಕೆಲಸದ ಒತ್ತಡ ಹೆಚ್ಚಲಿದೆ. ತಾಳ್ಮೆಯಿಂದ ವರ್ತಿಸಿ. <box>108 635 164 653</box>
story-acid-caption <box>557 468 665 628</box>
story-shah-col1-text: ಪ್ರತಿಪಕ್ಷದ ವರ್ತನೆಯ ಕಾರಣ: ಸಂಸತ್ತಿನ ಕಲಾಪಕ್ಕೆ ಅಡ್ಡಿಪಡಿಸುವ ಮೂಲಕ ಪ್ರತಿಪಕ್ಷಗಳು ಜನರ ಸಮಸ್ಯೆಗಳ ಚರ್ಚೆಗೆ ಅವಕಾಶ ನೀಡುತ್ತಿಲ್ಲ. ಇದು ಪ್ರಜಾಪ್ರಭುತ್ವಕ್ಕೆ ಮಾರಕ ಎಂದು ಕೇಂದ್ರ ಗೃಹ ಸಚಿವ ಅಮಿತ್ ಶಾ ಟೀಕಿಸಿದರು. ನಿಲುವಳಿ ಸೂಚನೆಯ ಮೇಲೆ ಮಾತನಾಡಿದ ಅವರು, ಸ್ಪೀಕರ್ ವಿರುದ್ಧ ಅವಿಶ್ವಾಸ ನಿರ್ಣಯ ಮಂಡಿಸುವುದು ಸಂಸದೀಯ ಪರಂಪರೆಗೆ ವಿರುದ್ಧವಾದದ್ದು ಎಂದರು. ನಿರ್ಣಯಕ್ಕೆ ಮುನ್ನ ಸುದೀರ್ಘ ಚರ್ಚೆ: ಲೋಕಸಭೆಯಲ್ಲಿ ಸುಮಾರು ಹತ್ತು ಗಂಟೆಗಳ ಕಾಲ ಚರ್ಚೆ ನಡೆಯಿತು. <box>269 844 393 958</box>
story-bengal-body <box>676 1189 918 1337</box>
horoscope-sign-name: ಸಿಂಹ <box>38 745 54 755</box>
zodiac-icon: ◉ <box>108 746 117 754</box>
story-bengal-headline: ಪಶ್ಚಿಮ ಬಂಗಾಳಕ್ಕೆ ತರಾಟೆ <box>727 1160 867 1180</box>
story-hotel-headline: ಹೋಟೆಲ್ ಉದ್ಯಮಕ್ಕೆ ಭಾರೀ ಸಂಕಷ್ಟ <box>671 96 817 111</box>
